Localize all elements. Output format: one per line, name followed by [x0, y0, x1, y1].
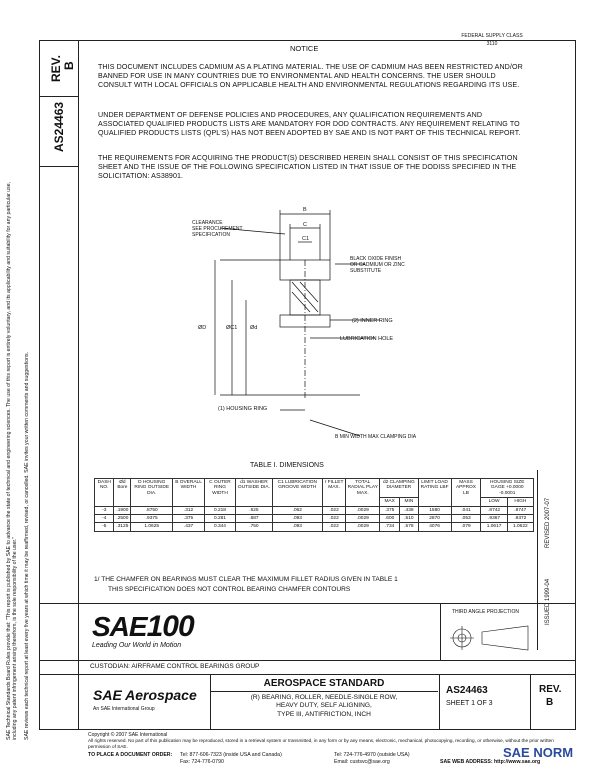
divider [39, 660, 576, 661]
doc-number-vertical: AS24463 [52, 101, 66, 152]
projection-symbol [448, 620, 536, 656]
table-note-1: 1/ THE CHAMFER ON BEARINGS MUST CLEAR THE MAXIMUM FILLET RADIUS GIVEN IN TABLE 1 [94, 576, 398, 583]
sae-aerospace-logo: SAE Aerospace [93, 687, 197, 703]
notice-paragraph-1: THIS DOCUMENT INCLUDES CADMIUM AS A PLATING MATERIAL. THE USE OF CADMIUM HAS BEEN RESTRICTED AND/OR BANNED FOR USE IN MANY COUNTRIES DUE TO ENVIRONMENTAL AND HEALTH CONCERNS. THE USER SHOULD CONSULT WITH LOCAL OFFICIALS ON APPLICABLE HEALTH AND ENVIRONMENTAL REGULATIONS REGARDING ITS USE. [98, 63, 523, 90]
col-header: d2 CLAMPING DIAMETER [380, 479, 419, 498]
col-header: Ød Bore [114, 479, 131, 507]
web-address[interactable]: SAE WEB ADDRESS: http://www.sae.org [440, 759, 541, 765]
table-row: -4 .2500 .9375 .375 0.281 .687 .093 .022 .0029 .600 .510 2870 .053 .9367 .9372 [95, 515, 534, 523]
col-header: D HOUSING RING OUTSIDE DIA. [131, 479, 173, 507]
sub-header: HIGH [507, 498, 533, 506]
rights-text: All rights reserved. No part of this publication may be reproduced, stored in a retrieval system or transmitted, in any form or by any means, electronic, mechanical, photocopying, recording, or otherwise, without the prior written permission of SAE. [88, 738, 554, 749]
notice-paragraph-3: THE REQUIREMENTS FOR ACQUIRING THE PRODUCT(S) DESCRIBED HEREIN SHALL CONSIST OF THIS SPECIFICATION SHEET AND THE ISSUE OF THE FOLLOWING SPECIFICATION LISTED IN THAT ISSUE OF THE DODISS SPECIFIED IN THE SOLICITATION: AS38901. [98, 154, 518, 181]
divider [39, 96, 79, 97]
inner-ring-label: (2) INNER RING [352, 318, 393, 324]
watermark: SAE NORM [503, 745, 574, 760]
col-header: C1 LUBRICATION GROOVE WIDTH [272, 479, 322, 507]
col-header: r FILLET MAX. [322, 479, 346, 507]
divider [210, 691, 438, 692]
revised-date: REVISED 2007-07 [545, 497, 551, 548]
sae-logo: SAE100 [92, 610, 194, 643]
footer-doc-number: AS24463 [446, 685, 488, 696]
notice-paragraph-2: UNDER DEPARTMENT OF DEFENSE POLICIES AND PROCEDURES, ANY QUALIFICATION REQUIREMENTS AND ASSOCIATED QUALIFIED PRODUCTS LISTS ARE MANDATORY FOR DOD CONTRACTS. ANY REQUIREMENT RELATING TO QUALIFIED PRODUCTS LISTS (QPL'S) HAS NOT BEEN ADOPTED BY SAE AND IS NOT PART OF THIS TECHNICAL REPORT. [98, 111, 521, 138]
sub-header: MAX [380, 498, 400, 506]
logo-tagline: Leading Our World in Motion [92, 642, 182, 649]
tel-1: Tel: 877-606-7323 (inside USA and Canada) [180, 752, 282, 758]
table-note-2: THIS SPECIFICATION DOES NOT CONTROL BEARING CHAMFER CONTOURS [108, 586, 351, 593]
supply-class-label: FEDERAL SUPPLY CLASS [461, 33, 523, 39]
projection-label: THIRD ANGLE PROJECTION [452, 609, 519, 615]
notice-title: NOTICE [290, 44, 319, 53]
col-header: C OUTER RING WIDTH [204, 479, 235, 507]
fax: Fax: 724-776-0790 [180, 759, 224, 765]
divider [537, 470, 538, 650]
clearance-note: CLEARANCE SEE PROCUREMENT SPECIFICATION [192, 220, 243, 238]
aerospace-standard: AEROSPACE STANDARD [263, 678, 385, 689]
col-header: DASH NO. [95, 479, 114, 507]
od1-label: ØC1 [226, 325, 238, 331]
custodian: CUSTODIAN: AIRFRAME CONTROL BEARINGS GROUP [90, 663, 260, 670]
col-header: MASS APPROX LB [451, 479, 481, 507]
footer-rev-label: REV. [539, 684, 562, 695]
dim-b-label: B [303, 207, 307, 213]
email: Email: custsvc@sae.org [334, 759, 390, 765]
tel-2: Tel: 724-776-4970 (outside USA) [334, 752, 410, 758]
od-label: ØD [198, 325, 207, 331]
lube-hole-label: LUBRICATION HOLE [340, 336, 394, 342]
id-label: Ød [250, 325, 258, 331]
rev-value: B [62, 61, 76, 70]
footer-rev-value: B [546, 697, 554, 708]
sub-header: MIN [400, 498, 418, 506]
min-width-label: B MIN WIDTH MAX CLAMPING DIA [335, 434, 417, 440]
dimensions-table [94, 478, 534, 532]
table-title: TABLE I. DIMENSIONS [250, 462, 324, 469]
rev-label: REV. [49, 55, 63, 82]
doc-description: (R) BEARING, ROLLER, NEEDLE-SINGLE ROW, HEAVY DUTY, SELF ALIGNING, TYPE III, ANTIFRICTION, INCH [250, 694, 398, 718]
dim-c1-label: C1 [302, 236, 310, 242]
divider [39, 166, 79, 167]
finish-note: BLACK OXIDE FINISH OR CADMIUM OR ZINC SUBSTITUTE [350, 256, 405, 274]
supply-class-value: 3110 [486, 41, 498, 47]
sheet-number: SHEET 1 OF 3 [446, 700, 493, 707]
housing-ring-label: (1) HOUSING RING [218, 406, 268, 412]
order-label: TO PLACE A DOCUMENT ORDER: [88, 752, 173, 758]
issued-date: ISSUED 1999-04 [545, 578, 551, 625]
col-header: TOTAL RADIAL PLAY MAX. [346, 479, 380, 507]
table-row: -5 .3125 1.0625 .437 0.344 .750 .093 .022 .0029 .734 .578 4076 .079 1.0617 1.0622 [95, 523, 534, 531]
sub-header: LOW [481, 498, 507, 506]
copyright: Copyright © 2007 SAE International [88, 732, 168, 738]
col-header: LIMIT LOAD RATING LBF [418, 479, 451, 507]
aerospace-sub: An SAE International Group [93, 706, 155, 712]
col-header: d1 WASHER OUTSIDE DIA. [235, 479, 272, 507]
table-row: -3 .1900 .8750 .312 0.218 .625 .062 .022 .0029 .375 .438 1580 .041 .8742 .8747 [95, 506, 534, 514]
dim-c-label: C [303, 222, 307, 228]
review-text: SAE reviews each technical report at least every five years at which time it may be reaffirmed, revised, or cancelled. SAE invites your written comments and suggestions. [24, 352, 30, 740]
divider [530, 674, 531, 730]
tsb-rules-text: SAE Technical Standards Board Rules provide that: "This report is published by SAE to advance the state of technical and engineering sciences. The use of this report is entirely voluntary, and its applicability and suitability for any particular use, including any patent infringement arising therefrom, is the sole responsibility of the user." [6, 181, 19, 740]
col-header: B OVERALL WIDTH [173, 479, 205, 507]
col-header: HOUSING SIZE GAGE +0.0000 -0.0001 [481, 479, 534, 498]
